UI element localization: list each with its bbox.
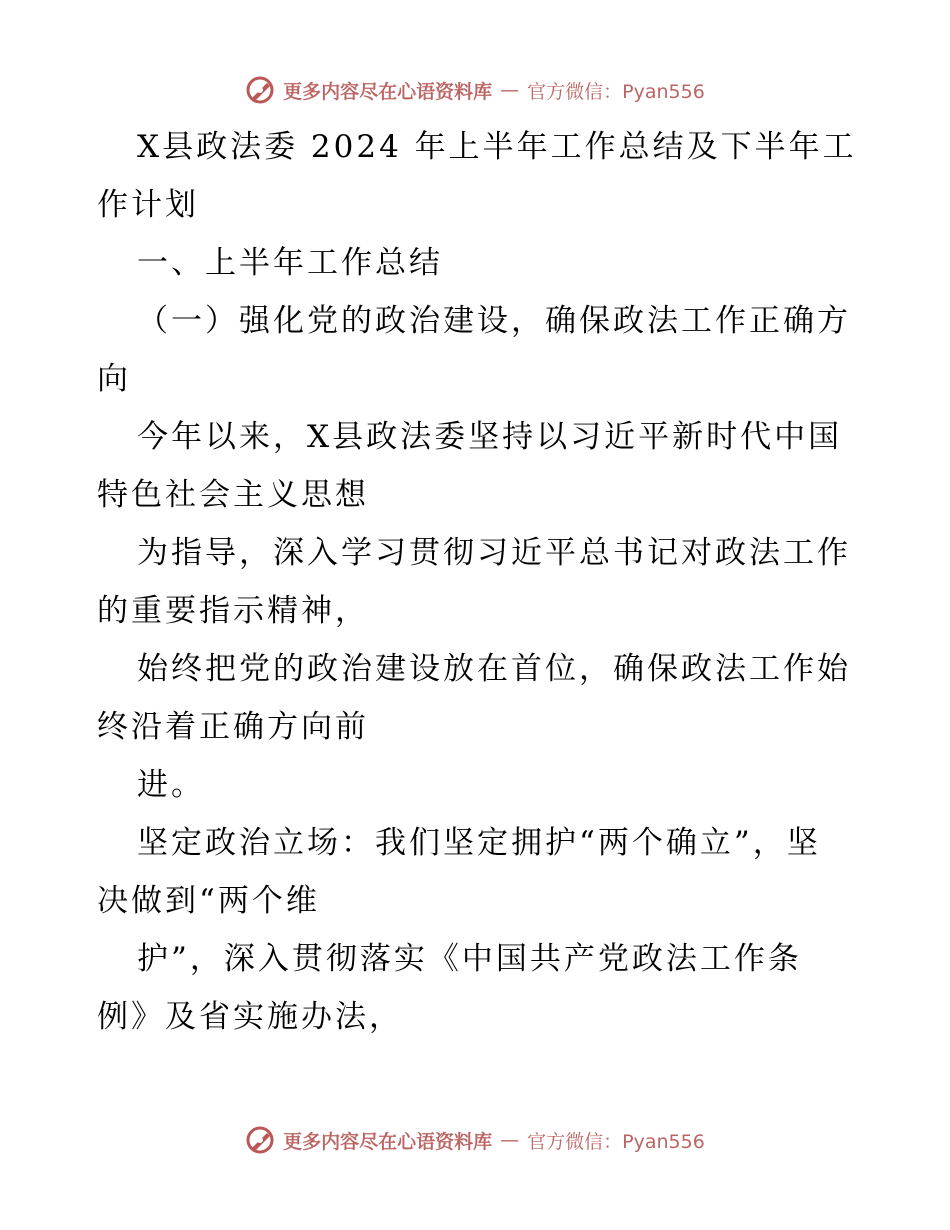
watermark-wechat-text: 官方微信：Pyan556 bbox=[527, 1130, 705, 1153]
document-title-line-1: X县政法委 2024 年上半年工作总结及下半年工 bbox=[137, 129, 857, 165]
paragraph-3-line-1: 始终把党的政治建设放在首位，确保政法工作始 bbox=[137, 651, 851, 687]
subsection-heading-line-2: 向 bbox=[97, 361, 131, 397]
paragraph-5-line-2: 决做到“两个维 bbox=[97, 883, 320, 919]
section-heading: 一、上半年工作总结 bbox=[137, 245, 443, 281]
paragraph-6-line-1: 护”，深入贯彻落实《中国共产党政法工作条 bbox=[137, 941, 802, 977]
paragraph-6-line-2: 例》及省实施办法， bbox=[97, 999, 403, 1035]
paragraph-5-line-1: 坚定政治立场：我们坚定拥护“两个确立”，坚 bbox=[137, 825, 821, 861]
watermark-dash: — bbox=[500, 79, 520, 101]
paragraph-1-line-1: 今年以来，X县政法委坚持以习近平新时代中国 bbox=[137, 419, 843, 455]
watermark-main-text: 更多内容尽在心语资料库 bbox=[283, 1130, 493, 1153]
watermark-main-text: 更多内容尽在心语资料库 bbox=[283, 80, 493, 103]
header-watermark bbox=[0, 70, 950, 110]
document-title-line-2: 作计划 bbox=[97, 187, 199, 223]
watermark-logo-icon bbox=[245, 1125, 275, 1155]
watermark-logo-icon bbox=[245, 75, 275, 105]
paragraph-4-line-1: 进。 bbox=[137, 767, 205, 803]
paragraph-2-line-2: 的重要指示精神， bbox=[97, 593, 369, 629]
watermark-wechat-text: 官方微信：Pyan556 bbox=[527, 80, 705, 103]
subsection-heading-line-1: （一）强化党的政治建设，确保政法工作正确方 bbox=[137, 303, 851, 339]
paragraph-2-line-1: 为指导，深入学习贯彻习近平总书记对政法工作 bbox=[137, 535, 851, 571]
footer-watermark bbox=[0, 1120, 950, 1160]
document-body bbox=[97, 118, 857, 1046]
paragraph-3-line-2: 终沿着正确方向前 bbox=[97, 709, 369, 745]
watermark-dash: — bbox=[500, 1129, 520, 1151]
paragraph-1-line-2: 特色社会主义思想 bbox=[97, 477, 369, 513]
